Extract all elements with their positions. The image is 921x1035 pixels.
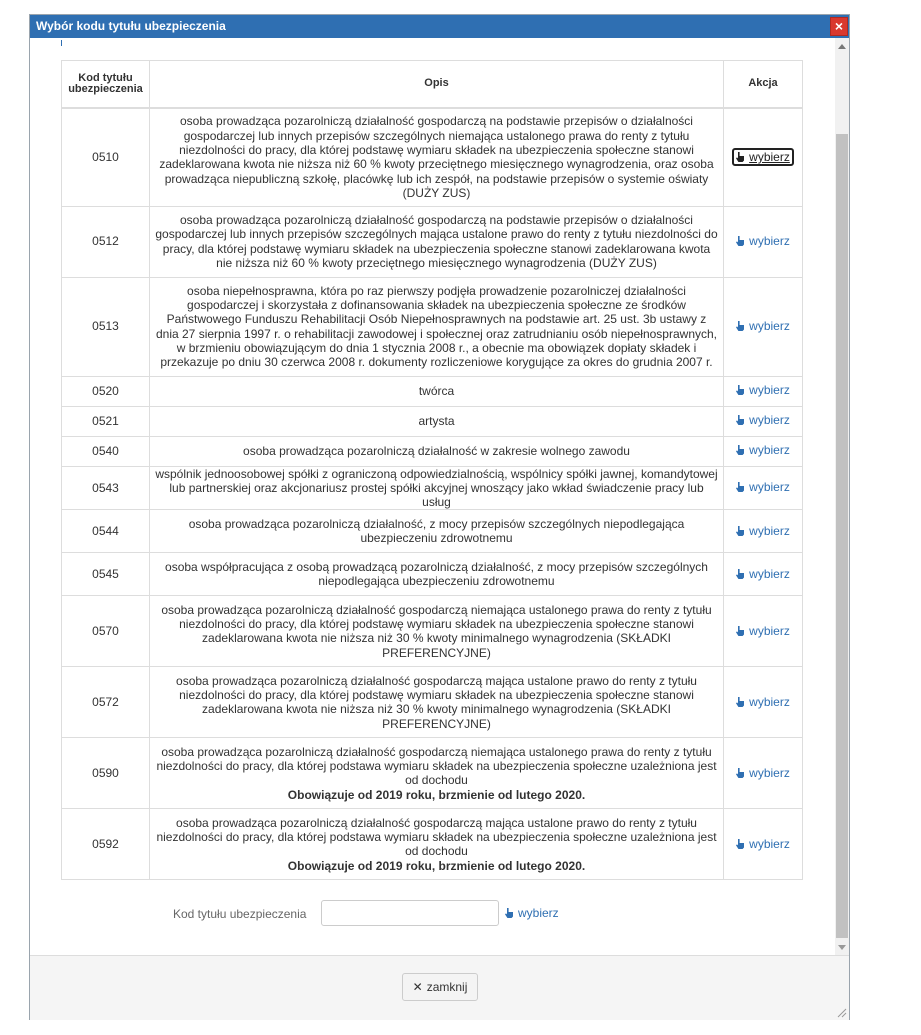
row-note: Obowiązuje od 2019 roku, brzmienie od lutego 2020.: [287, 787, 586, 802]
table-row: [62, 596, 803, 667]
row-description: wspólnik jednoosobowej spółki z ograniczoną odpowiedzialnością, wspólnicy spółki jawnej, komandytowej lub partnerskiej oraz akcjonariusz prostej spółki akcyjnej wnoszący jako wkład świadczenie pracy lub usług: [155, 466, 718, 510]
row-action-cell: [724, 510, 803, 553]
pointing-hand-icon: [736, 626, 744, 636]
select-code-link[interactable]: [736, 383, 790, 397]
row-description-cell: [150, 406, 724, 436]
scroll-thumb[interactable]: [836, 134, 848, 938]
pointing-hand-icon: [736, 569, 744, 579]
row-code: 0545: [62, 553, 150, 596]
row-action-cell: [724, 406, 803, 436]
row-code: 0570: [62, 596, 150, 667]
row-description: osoba współpracująca z osobą prowadzącą pozarolniczą działalność, z mocy przepisów szczególnych niepodlegająca ubezpieczeniu zdrowotnemu: [165, 560, 708, 589]
select-code-label: wybierz: [749, 765, 790, 780]
table-row: [62, 553, 803, 596]
select-code-label: wybierz: [749, 480, 790, 495]
pointing-hand-icon: [736, 697, 744, 707]
dialog-content: [30, 38, 849, 955]
select-code-link[interactable]: [736, 766, 790, 780]
row-description: osoba prowadząca pozarolniczą działalność gospodarczą na podstawie przepisów o działalności gospodarczej lub innych przepisów szczególnych mająca ustalone prawo do renty z tytułu niezdolności do pracy, dla której podstawę wymiaru składek na ubezpieczenia społeczne stanowi zadeklarowana kwota nie niższa niż 60 % kwoty przeciętnego miesięcznego wynagrodzenia (DUŻY ZUS): [155, 212, 718, 270]
select-code-link[interactable]: [736, 480, 790, 494]
select-code-label: wybierz: [749, 233, 790, 248]
pointing-hand-icon: [736, 152, 744, 162]
pointing-hand-icon: [736, 236, 744, 246]
code-pick-label: wybierz: [518, 906, 559, 920]
row-action-cell: [724, 466, 803, 510]
row-code: 0544: [62, 510, 150, 553]
close-button[interactable]: [402, 973, 478, 1001]
row-description: osoba prowadząca pozarolniczą działalność gospodarczą niemająca ustalonego prawa do renty z tytułu niezdolności do pracy, dla której podstawę wymiaru składek na ubezpieczenia społeczne stanowi zadeklarowana kwota nie niższa niż 30 % kwoty minimalnego wynagrodzenia (SKŁADKI PREFERENCYJNE): [161, 602, 712, 660]
row-code: 0590: [62, 738, 150, 809]
row-code: 0513: [62, 277, 150, 376]
select-code-label: wybierz: [749, 836, 790, 851]
header-opis: Opis: [150, 61, 724, 109]
select-code-label: wybierz: [749, 694, 790, 709]
dialog-footer: [30, 955, 849, 1020]
select-code-label: wybierz: [749, 623, 790, 638]
select-code-label: wybierz: [749, 383, 790, 398]
select-code-link[interactable]: [736, 837, 790, 851]
select-code-link[interactable]: [736, 413, 790, 427]
table-row: [62, 206, 803, 277]
select-code-label: wybierz: [749, 413, 790, 428]
pointing-hand-icon: [736, 445, 744, 455]
row-description: twórca: [418, 383, 455, 398]
row-description-cell: [150, 206, 724, 277]
select-code-label: wybierz: [749, 566, 790, 581]
code-pick-link[interactable]: [505, 906, 559, 920]
select-code-link[interactable]: [732, 148, 794, 166]
pointing-hand-icon: [736, 839, 744, 849]
row-description-cell: [150, 738, 724, 809]
row-description-cell: [150, 553, 724, 596]
row-code: 0510: [62, 108, 150, 206]
row-code: 0512: [62, 206, 150, 277]
row-action-cell: [724, 436, 803, 466]
close-icon[interactable]: ×: [830, 17, 848, 36]
code-input[interactable]: [321, 900, 499, 926]
row-description: osoba prowadząca pozarolniczą działalność gospodarczą mająca ustalone prawo do renty z tytułu niezdolności do pracy, dla której podstawę wymiaru składek na ubezpieczenia społeczne stanowi zadeklarowana kwota nie niższa niż 30 % kwoty minimalnego wynagrodzenia (SKŁADKI PREFERENCYJNE): [176, 673, 697, 731]
row-code: 0572: [62, 667, 150, 738]
row-action-cell: [724, 376, 803, 406]
row-description: osoba prowadząca pozarolniczą działalność w zakresie wolnego zawodu: [243, 443, 630, 458]
row-description: artysta: [418, 413, 455, 428]
select-code-label: wybierz: [749, 443, 790, 458]
row-description-cell: [150, 596, 724, 667]
dialog-title: Wybór kodu tytułu ubezpieczenia: [36, 19, 226, 33]
close-button-label: zamknij: [426, 980, 468, 994]
select-code-label: wybierz: [749, 318, 790, 333]
row-action-cell: [724, 277, 803, 376]
header-kod: Kod tytułu ubezpieczenia: [62, 61, 150, 109]
pointing-hand-icon: [505, 908, 513, 918]
select-code-link[interactable]: [736, 524, 790, 538]
select-code-link[interactable]: [736, 567, 790, 581]
row-action-cell: [724, 108, 803, 206]
row-action-cell: [724, 738, 803, 809]
x-icon: ✕: [412, 980, 423, 994]
select-code-label: wybierz: [749, 523, 790, 538]
row-description-cell: [150, 809, 724, 880]
table-row: [62, 436, 803, 466]
select-code-link[interactable]: [736, 624, 790, 638]
pointing-hand-icon: [736, 415, 744, 425]
insurance-code-dialog: [29, 14, 850, 1020]
code-input-label: Kod tytułu ubezpieczenia: [173, 907, 307, 921]
table-header-row: [62, 61, 803, 109]
table-row: [62, 406, 803, 436]
row-description: osoba niepełnosprawna, która po raz pierwszy podjęła prowadzenie pozarolniczej działalności gospodarczej i skorzystała z dofinansowania składek na ubezpieczenia społeczne ze środków Państwowego Funduszu Rehabilitacji Osób Niepełnosprawnych na podstawie art. 25 ust. 3b ustawy z dnia 27 sierpnia 1997 r. o rehabilitacji zawodowej i społecznej oraz zatrudnianiu osób niepełnosprawnych, w brzmieniu obowiązującym do dnia 1 stycznia 2008 r., a obecnie ma obowiązek dopłaty składek i przekazuje po dniu 30 czerwca 2008 r. dokumenty rozliczeniowe korygujące za okres do grudnia 2007 r.: [155, 283, 717, 370]
dialog-titlebar[interactable]: [30, 15, 849, 38]
row-description: osoba prowadząca pozarolniczą działalność gospodarczą na podstawie przepisów o działalności gospodarczej lub innych przepisów szczególnych niemająca ustalonego prawa do renty z tytułu niezdolności do pracy, dla której podstawę wymiaru składek na ubezpieczenia społeczne stanowi zadeklarowana kwota nie niższa niż 60 % kwoty przeciętnego miesięcznego wynagrodzenia, oraz osoba prowadząca niepubliczną szkołę, placówkę lub ich zespół, na podstawie przepisów o systemie oświaty (DUŻY ZUS): [159, 114, 714, 200]
row-action-cell: [724, 809, 803, 880]
row-action-cell: [724, 667, 803, 738]
select-code-link[interactable]: [736, 443, 790, 457]
row-code: 0543: [62, 466, 150, 510]
row-description: osoba prowadząca pozarolniczą działalność gospodarczą niemająca ustalonego prawa do renty z tytułu niezdolności do pracy, dla której podstawa wymiaru składek na ubezpieczenia społeczne uzależniona jest od dochodu: [156, 744, 717, 788]
table-row: [62, 738, 803, 809]
scroll-down-arrow[interactable]: [838, 945, 846, 950]
pointing-hand-icon: [736, 768, 744, 778]
row-description-cell: [150, 436, 724, 466]
row-note: Obowiązuje od 2019 roku, brzmienie od lutego 2020.: [287, 858, 586, 873]
scrollbar[interactable]: [835, 38, 849, 955]
manual-code-row: [30, 900, 835, 928]
row-description-cell: [150, 376, 724, 406]
row-code: 0520: [62, 376, 150, 406]
table-row: [62, 510, 803, 553]
row-code: 0521: [62, 406, 150, 436]
table-row: [62, 809, 803, 880]
table-row: [62, 466, 803, 510]
codes-table: [61, 60, 803, 880]
row-description: osoba prowadząca pozarolniczą działalność gospodarczą mająca ustalone prawo do renty z tytułu niezdolności do pracy, dla której podstawa wymiaru składek na ubezpieczenia społeczne uzależniona jest od dochodu: [156, 815, 717, 859]
table-row: [62, 376, 803, 406]
pointing-hand-icon: [736, 526, 744, 536]
row-action-cell: [724, 596, 803, 667]
resize-grip-icon[interactable]: [837, 1008, 847, 1018]
row-action-cell: [724, 553, 803, 596]
header-akcja: Akcja: [724, 61, 803, 109]
row-description-cell: [150, 108, 724, 206]
row-description-cell: [150, 667, 724, 738]
row-description-cell: [150, 277, 724, 376]
pointing-hand-icon: [736, 385, 744, 395]
scroll-marker: [61, 40, 62, 46]
select-code-label: wybierz: [749, 150, 790, 165]
select-code-link[interactable]: [736, 695, 790, 709]
row-action-cell: [724, 206, 803, 277]
pointing-hand-icon: [736, 482, 744, 492]
select-code-link[interactable]: [736, 319, 790, 333]
row-description-cell: [150, 466, 724, 510]
row-description-cell: [150, 510, 724, 553]
table-row: [62, 277, 803, 376]
scroll-up-arrow[interactable]: [838, 44, 846, 49]
table-row: [62, 108, 803, 206]
row-code: 0592: [62, 809, 150, 880]
row-description: osoba prowadząca pozarolniczą działalność, z mocy przepisów szczególnych niepodlegająca ubezpieczeniu zdrowotnemu: [188, 517, 685, 546]
select-code-link[interactable]: [736, 234, 790, 248]
pointing-hand-icon: [736, 321, 744, 331]
table-row: [62, 667, 803, 738]
row-code: 0540: [62, 436, 150, 466]
